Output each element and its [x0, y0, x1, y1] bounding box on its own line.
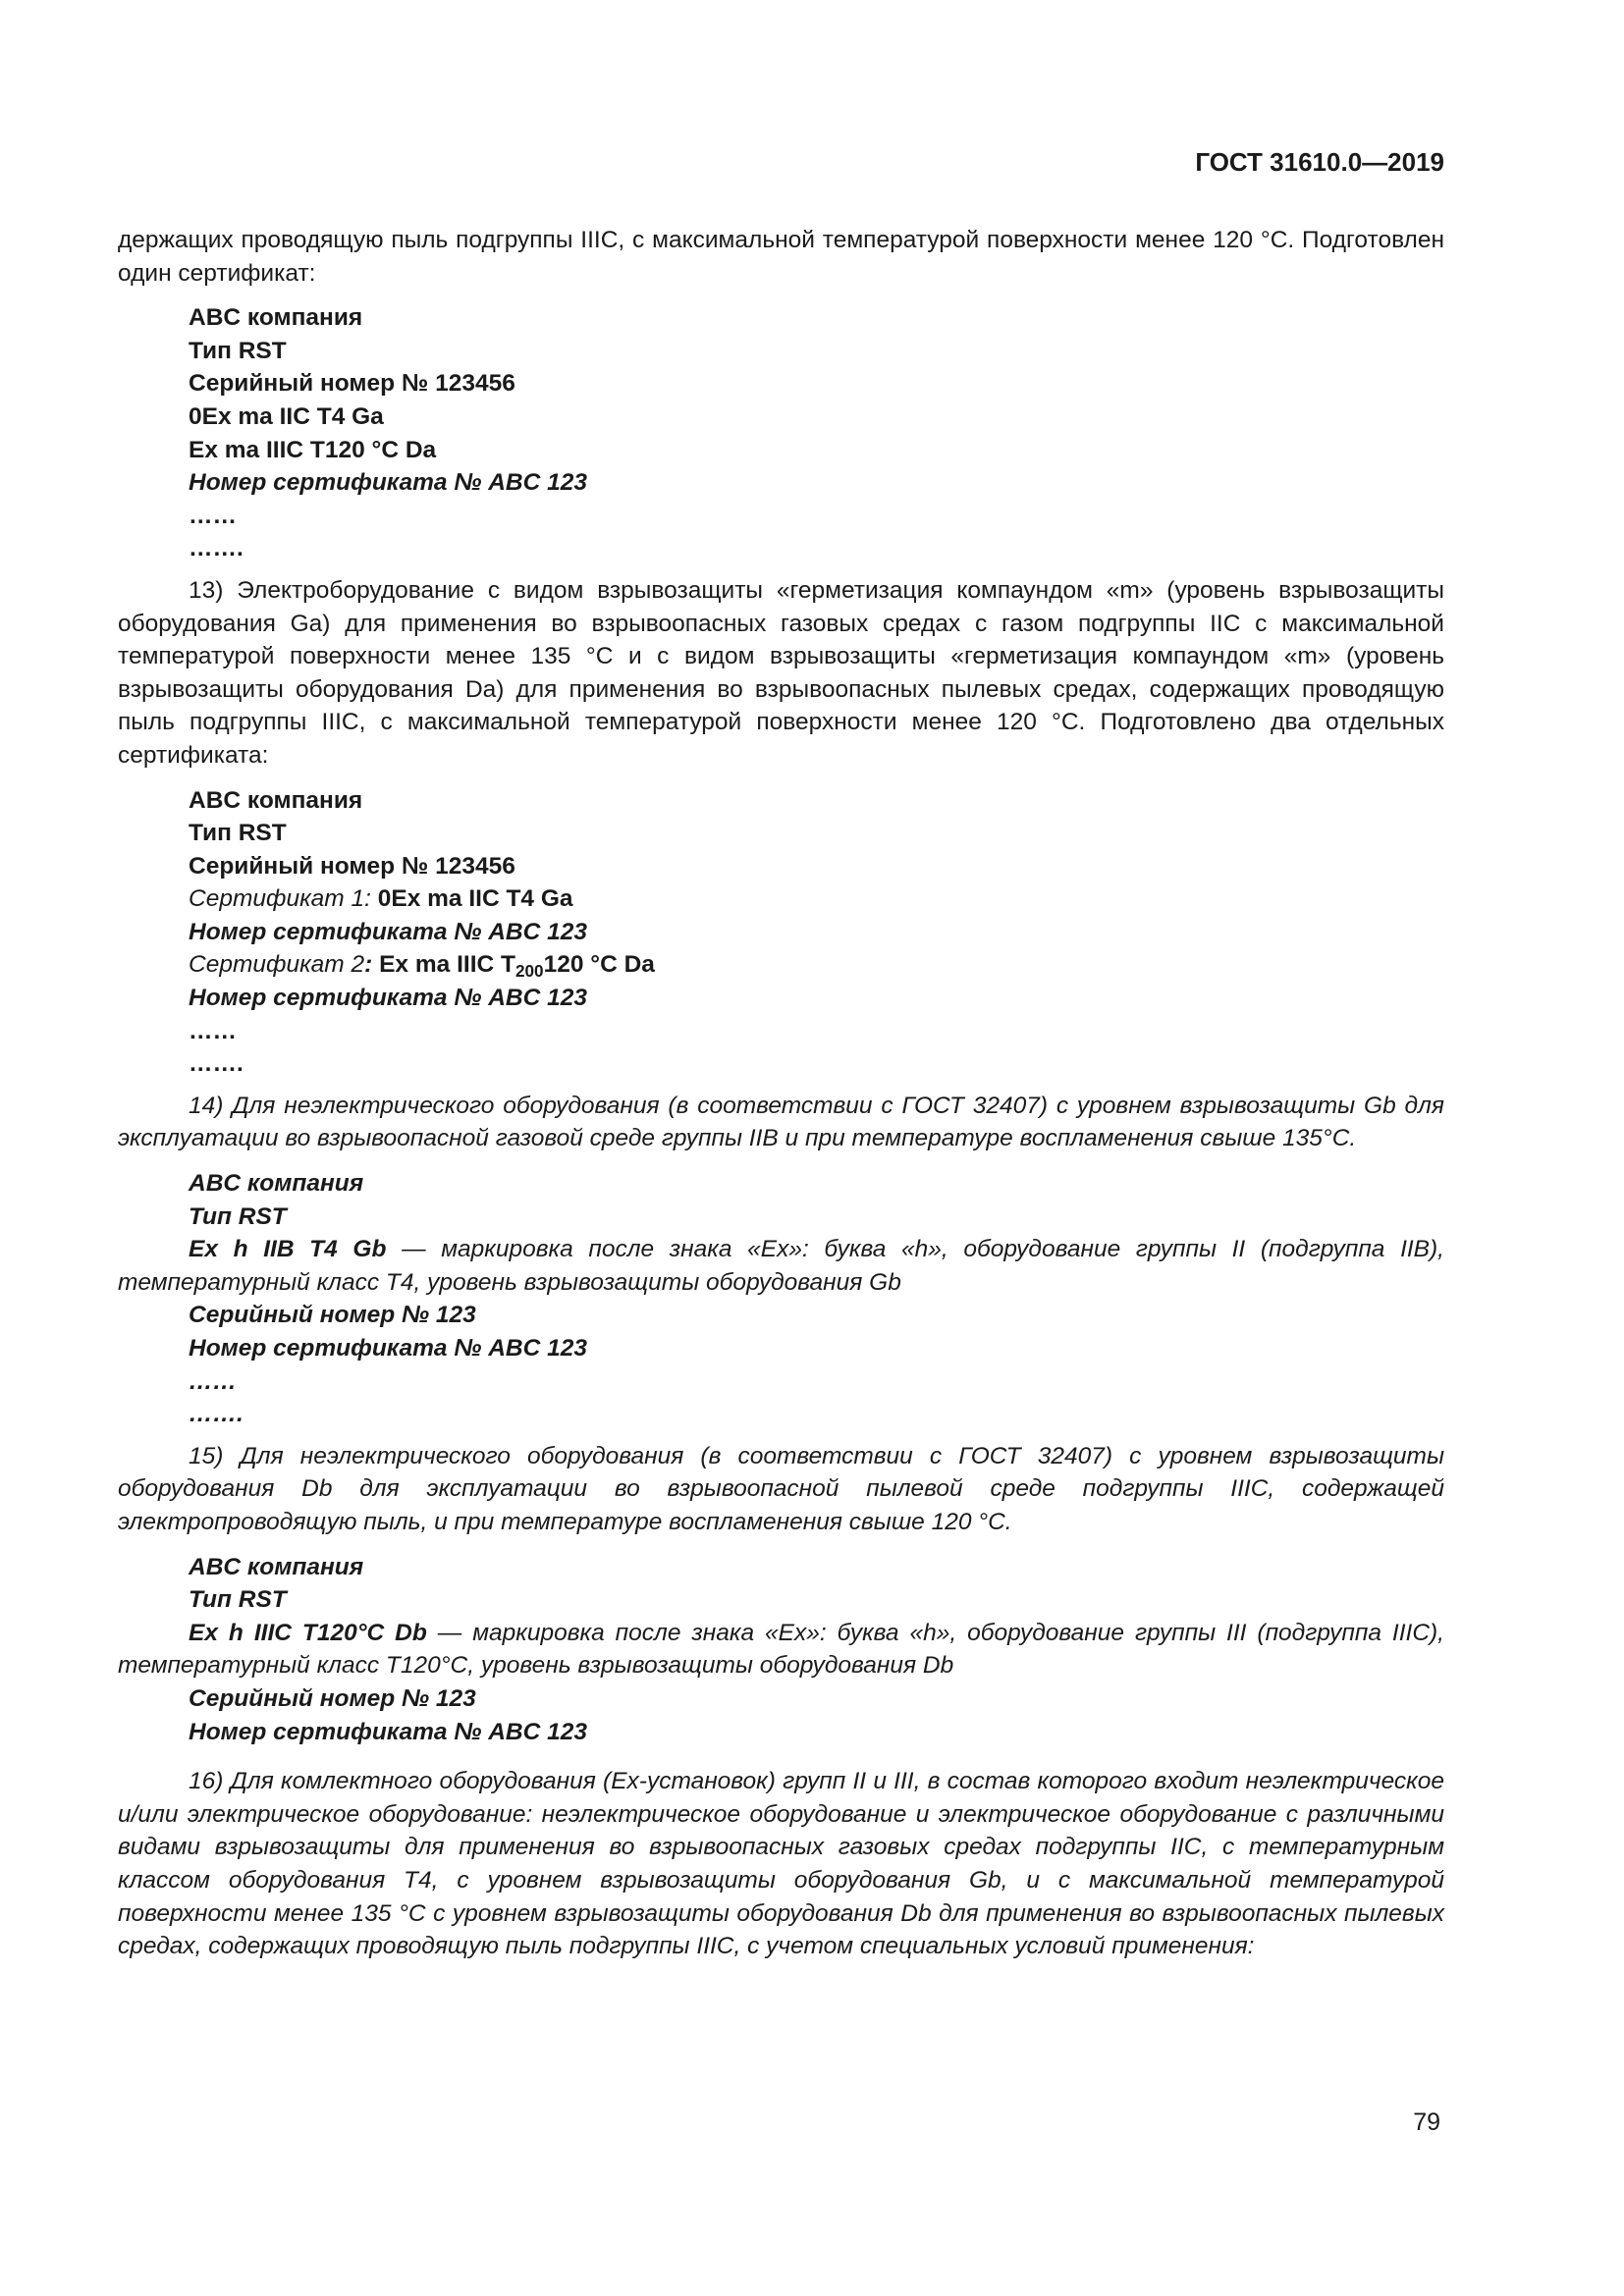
page-number: 79: [1413, 2109, 1440, 2136]
certificate-line: Номер сертификата № ABC 123: [189, 1718, 587, 1745]
certificate-1-line: [189, 882, 1444, 916]
dust-marking-line: Ex ma IIIC T120 °C Da: [189, 436, 437, 463]
certificate-line: Номер сертификата № ABC 123: [189, 918, 587, 945]
gas-marking-line: 0Ex ma IIC T4 Ga: [189, 402, 384, 430]
intro-paragraph: держащих проводящую пыль подгруппы IIIC, с максимальной температурой поверхности менее 120 °C. Подготовлен один сертификат:: [118, 227, 1444, 287]
ellipsis-line: …….: [189, 1050, 244, 1078]
item-15-paragraph: 15) Для неэлектрического оборудования (в соответствии с ГОСТ 32407) с уровнем взрывозащиты оборудования Db для эксплуатации во взрывоопасной пылевой среде подгруппы IIIC, содержащей электропроводящую пыль, и при температуре воспламенения свыше 120 °C.: [118, 1442, 1444, 1535]
company-line: ABC компания: [189, 304, 363, 332]
company-line: ABC компания: [189, 1553, 364, 1580]
certificate-line: Номер сертификата № ABC 123: [189, 469, 587, 497]
ellipsis-line: ……: [189, 1367, 237, 1395]
certificate-2-colon: :: [364, 951, 373, 979]
item-14-paragraph: 14) Для неэлектрического оборудования (в соответствии с ГОСТ 32407) с уровнем взрывозащиты Gb для эксплуатации во взрывоопасной газовой среде группы IIB и при температуре воспламенения свыше 135°C.: [118, 1092, 1444, 1152]
certificate-1-marking: 0Ex ma IIC T4 Ga: [377, 885, 573, 913]
document-body: [118, 224, 1444, 1963]
marking-block-4: [118, 1551, 1444, 1749]
certificate-2-line: [189, 948, 1444, 982]
company-line: ABC компания: [189, 786, 363, 814]
marking-code: Ex h IIIC T120°C Db: [189, 1619, 427, 1646]
ellipsis-line: …….: [189, 1401, 244, 1428]
certificate-2-label: Сертификат 2: [189, 951, 365, 979]
certificate-2-marking-suffix: 120 °C Da: [543, 951, 655, 979]
serial-line: Серийный номер № 123456: [189, 852, 515, 880]
ellipsis-line: …….: [189, 535, 244, 562]
ellipsis-line: ……: [189, 1017, 237, 1044]
type-line: Тип RST: [189, 820, 287, 847]
marking-block-1: [189, 301, 1444, 565]
certificate-line: Номер сертификата № ABC 123: [189, 985, 587, 1012]
serial-line: Серийный номер № 123: [189, 1684, 476, 1712]
type-line: Тип RST: [189, 1586, 287, 1614]
certificate-2-marking-prefix: Ex ma IIIC T: [379, 951, 515, 979]
certificate-1-label: Сертификат 1:: [189, 885, 371, 913]
certificate-2-marking: [379, 951, 655, 982]
certificate-line: Номер сертификата № ABC 123: [189, 1335, 587, 1362]
item-13-paragraph: 13) Электроборудование с видом взрывозащиты «герметизация компаундом «m» (уровень взрывозащиты оборудования Ga) для применения во взрывоопасных газовых средах с газом подгруппы IIC с максимальной температурой поверхности менее 135 °C и с видом взрывозащиты «герметизация компаундом «m» (уровень взрывозащиты оборудования Da) для применения во взрывоопасных пылевых средах, содержащих проводящую пыль подгруппы IIIC, с максимальной температурой поверхности менее 120 °C. Подготовлено два отдельных сертификата:: [118, 576, 1444, 769]
marking-description: — маркировка после знака «Ex»: буква «h», оборудование группы III (подгруппа IIIC), температурный класс T120°C, уровень взрывозащиты оборудования Db: [118, 1619, 1444, 1680]
certificate-2-marking-subscript: 200: [514, 961, 544, 982]
marking-block-3: [118, 1167, 1444, 1431]
serial-line: Серийный номер № 123: [189, 1302, 476, 1329]
document-header: ГОСТ 31610.0—2019: [1195, 147, 1444, 177]
marking-block-2: [189, 784, 1444, 1081]
marking-description-line: [118, 1233, 1444, 1299]
item-16-paragraph: 16) Для комлектного оборудования (Ex-установок) групп II и III, в состав которого входит неэлектрическое и/или электрическое оборудование: неэлектрическое оборудование и электрическое оборудование с различными видами взрывозащиты для применения во взрывоопасных газовых средах подгруппы IIC, с температурным классом оборудования T4, с уровнем взрывозащиты оборудования Gb, и с максимальной температурой поверхности менее 135 °C с уровнем взрывозащиты оборудования Db для применения во взрывоопасных пылевых средах, содержащих проводящую пыль подгруппы IIIC, с учетом специальных условий применения:: [118, 1768, 1444, 1960]
ellipsis-line: ……: [189, 502, 237, 529]
serial-line: Серийный номер № 123456: [189, 370, 515, 398]
company-line: ABC компания: [189, 1170, 364, 1198]
type-line: Тип RST: [189, 337, 287, 364]
marking-description-line: [118, 1617, 1444, 1682]
type-line: Тип RST: [189, 1202, 287, 1230]
marking-description: — маркировка после знака «Ex»: буква «h», оборудование группы II (подгруппа IIB), температурный класс T4, уровень взрывозащиты оборудования Gb: [118, 1236, 1444, 1296]
marking-code: Ex h IIB T4 Gb: [189, 1236, 387, 1263]
